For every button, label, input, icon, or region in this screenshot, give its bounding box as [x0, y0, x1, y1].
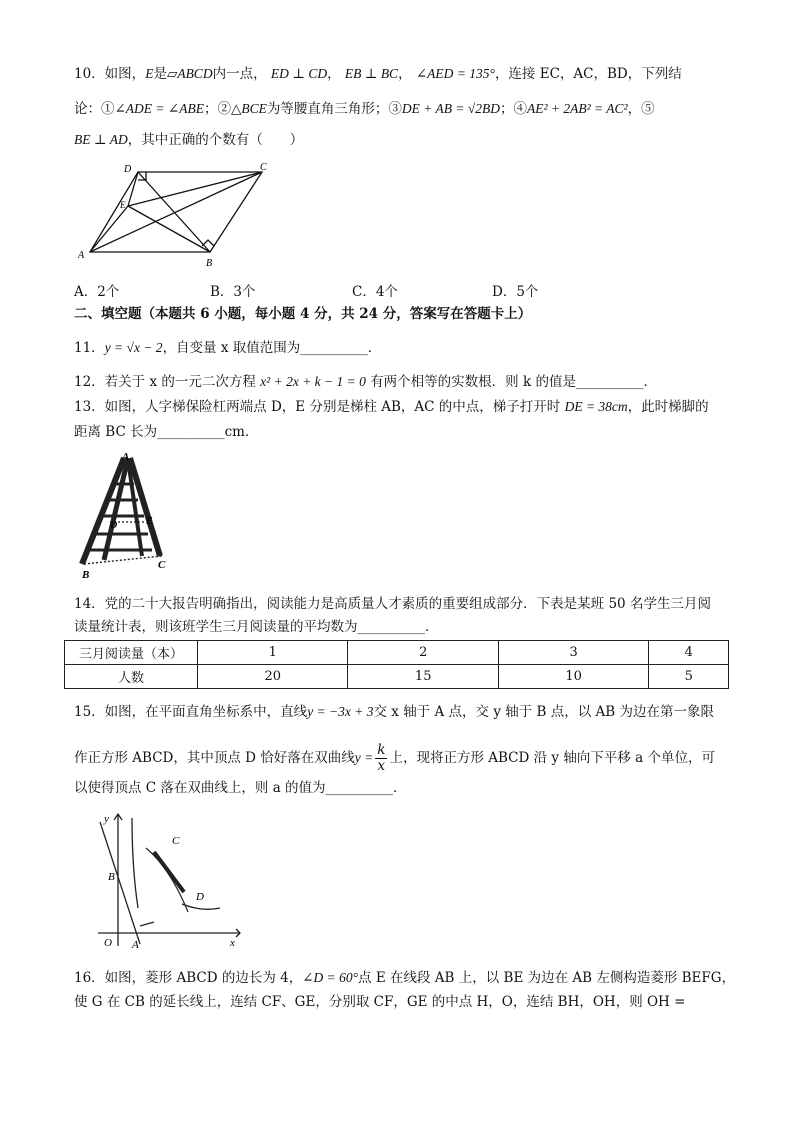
fraction-numerator: k [377, 742, 386, 758]
label-y: y [104, 813, 109, 825]
hyperbola-left-branch [132, 818, 138, 908]
q10-line3 [74, 130, 303, 150]
label-c: C [260, 162, 267, 173]
label-d: D [110, 520, 118, 531]
option-d: D．5个 [492, 284, 539, 300]
table-row [65, 641, 729, 665]
q10-math: EB ⊥ BC [344, 66, 399, 81]
label-e: E [146, 516, 153, 527]
q16-line1 [74, 968, 735, 988]
diagonal-bd [138, 172, 210, 252]
q12-text: 12．若关于 x 的一元二次方程 [74, 374, 256, 390]
q14-line2: 读量统计表，则该班学生三月阅读量的平均数为__________． [74, 619, 439, 635]
fraction-denominator: x [377, 758, 386, 774]
label-x: x [230, 937, 235, 949]
label-a: A [132, 939, 139, 951]
q16-text: 点 E 在线段 AB 上，以 BE 为边在 AB 左侧构造菱形 BEFG， [358, 970, 736, 986]
side-bc [146, 848, 188, 912]
label-b: B [82, 569, 90, 581]
table-row [65, 665, 729, 689]
q10-text: ， [327, 66, 341, 82]
arrow-near-a [140, 922, 154, 926]
section-title: 二、填空题（本题共 6 小题，每小题 4 分，共 24 分，答案写在答题卡上） [74, 306, 532, 322]
q11-number: 11． [74, 340, 105, 356]
q15-line3: 以使得顶点 C 落在双曲线上，则 a 的值为__________． [74, 780, 407, 796]
q10-math: ∠ADE = ∠ABE [114, 101, 204, 116]
q10-parallelogram-figure [74, 160, 284, 270]
table-cell: 1 [198, 641, 348, 665]
label-b: B [206, 258, 213, 269]
q10-text: ，其中正确的个数有（ ） [127, 132, 304, 148]
side-bc-thick [154, 852, 184, 892]
q15-text: 作正方形 ABCD，其中顶点 D 恰好落在双曲线 [74, 750, 355, 766]
q11 [74, 338, 381, 358]
row-header: 人数 [65, 665, 198, 689]
label-o: O [104, 937, 112, 949]
table-cell: 10 [498, 665, 648, 689]
q10-math: BCE [241, 101, 267, 116]
q15-coordinate-figure [92, 808, 252, 956]
reading-stats-table [64, 640, 729, 689]
q13-text: ，此时梯脚的 [627, 399, 709, 415]
segment-bc [84, 556, 162, 564]
q13-ladder-figure [70, 448, 180, 582]
q13-line2: 距离 BC 长为__________cm． [74, 424, 259, 440]
q10-text: 是 [153, 66, 167, 82]
table-cell: 15 [348, 665, 498, 689]
q10-text: 论：① [74, 101, 115, 117]
q10-math: AE² + 2AB² = AC² [526, 101, 628, 116]
q10-line1 [74, 64, 682, 84]
q10-math: ∠AED = 135° [415, 66, 495, 81]
q10-math: ▱ABCD [166, 66, 213, 81]
q10-text: 为等腰直角三角形；③ [266, 101, 402, 117]
q11-text: ，自变量 x 取值范围为__________． [162, 340, 382, 356]
table-cell: 2 [348, 641, 498, 665]
q10-text: ；④ [499, 101, 527, 117]
q15-line2 [74, 743, 715, 774]
label-a: A [78, 250, 85, 261]
table-cell: 3 [498, 641, 648, 665]
label-d: D [196, 891, 204, 903]
option-a: A．2个 [74, 284, 120, 300]
label-d: D [124, 164, 132, 175]
q11-math: y = √x − 2 [104, 340, 163, 355]
q15-math: y = [354, 750, 374, 765]
q13-math: DE = 38cm [564, 399, 628, 414]
segment-ae [90, 206, 128, 252]
q13-line1 [74, 397, 709, 417]
q10-text: ；②△ [203, 101, 242, 117]
q10-text: ，连接 EC，AC，BD，下列结 [494, 66, 682, 82]
label-a: A [122, 451, 130, 463]
row-header: 三月阅读量（本） [65, 641, 198, 665]
q15-line1 [74, 702, 714, 722]
line-ab [100, 822, 140, 944]
label-b: B [108, 871, 115, 883]
table-cell: 5 [649, 665, 729, 689]
q16-math: ∠D = 60° [302, 970, 359, 985]
segment-ec [128, 172, 262, 206]
q16-line2: 使 G 在 CB 的延长线上，连结 CF、GE，分别取 CF，GE 的中点 H，O，连结 BH，OH，则 OH = [74, 994, 686, 1010]
q16-text: 16．如图，菱形 ABCD 的边长为 4， [74, 970, 303, 986]
q15-math: y = −3x + 3 [307, 704, 374, 719]
option-b: B．3个 [210, 284, 256, 300]
q10-math: ED ⊥ CD [270, 66, 328, 81]
q13-text: 13．如图，人字梯保险杠两端点 D，E 分别是梯柱 AB，AC 的中点，梯子打开时 [74, 399, 561, 415]
q10-line2 [74, 99, 655, 119]
q10-text: ， [398, 66, 412, 82]
label-c: C [158, 559, 166, 571]
label-c: C [172, 835, 180, 847]
hyperbola-right-branch [182, 904, 220, 909]
table-cell: 4 [649, 641, 729, 665]
q10-text: ，⑤ [627, 101, 655, 117]
label-e: E [120, 200, 126, 210]
q12 [74, 372, 657, 392]
q10-text: 内一点， [212, 66, 267, 82]
q10-var: E [145, 66, 154, 81]
q14-line1: 14．党的二十大报告明确指出，阅读能力是高质量人才素质的重要组成部分．下表是某班 50 名学生三月阅 [74, 596, 711, 612]
q10-math: DE + AB = √2BD [401, 101, 500, 116]
right-angle-b [202, 240, 214, 246]
q12-text: 有两个相等的实数根．则 k 的值是__________． [370, 374, 657, 390]
q15-fraction [375, 743, 387, 774]
table-cell: 20 [198, 665, 348, 689]
q15-text: 15．如图，在平面直角坐标系中，直线 [74, 704, 308, 720]
q10-math: BE ⊥ AD [74, 132, 128, 147]
q15-text: 交 x 轴于 A 点，交 y 轴于 B 点，以 AB 为边在第一象限 [373, 704, 715, 720]
segment-ed [128, 172, 138, 206]
q12-math: x² + 2x + k − 1 = 0 [260, 374, 366, 389]
q15-text: 上，现将正方形 ABCD 沿 y 轴向下平移 a 个单位，可 [389, 750, 715, 766]
option-c: C．4个 [352, 284, 398, 300]
q10-text: 10．如图， [74, 66, 146, 82]
